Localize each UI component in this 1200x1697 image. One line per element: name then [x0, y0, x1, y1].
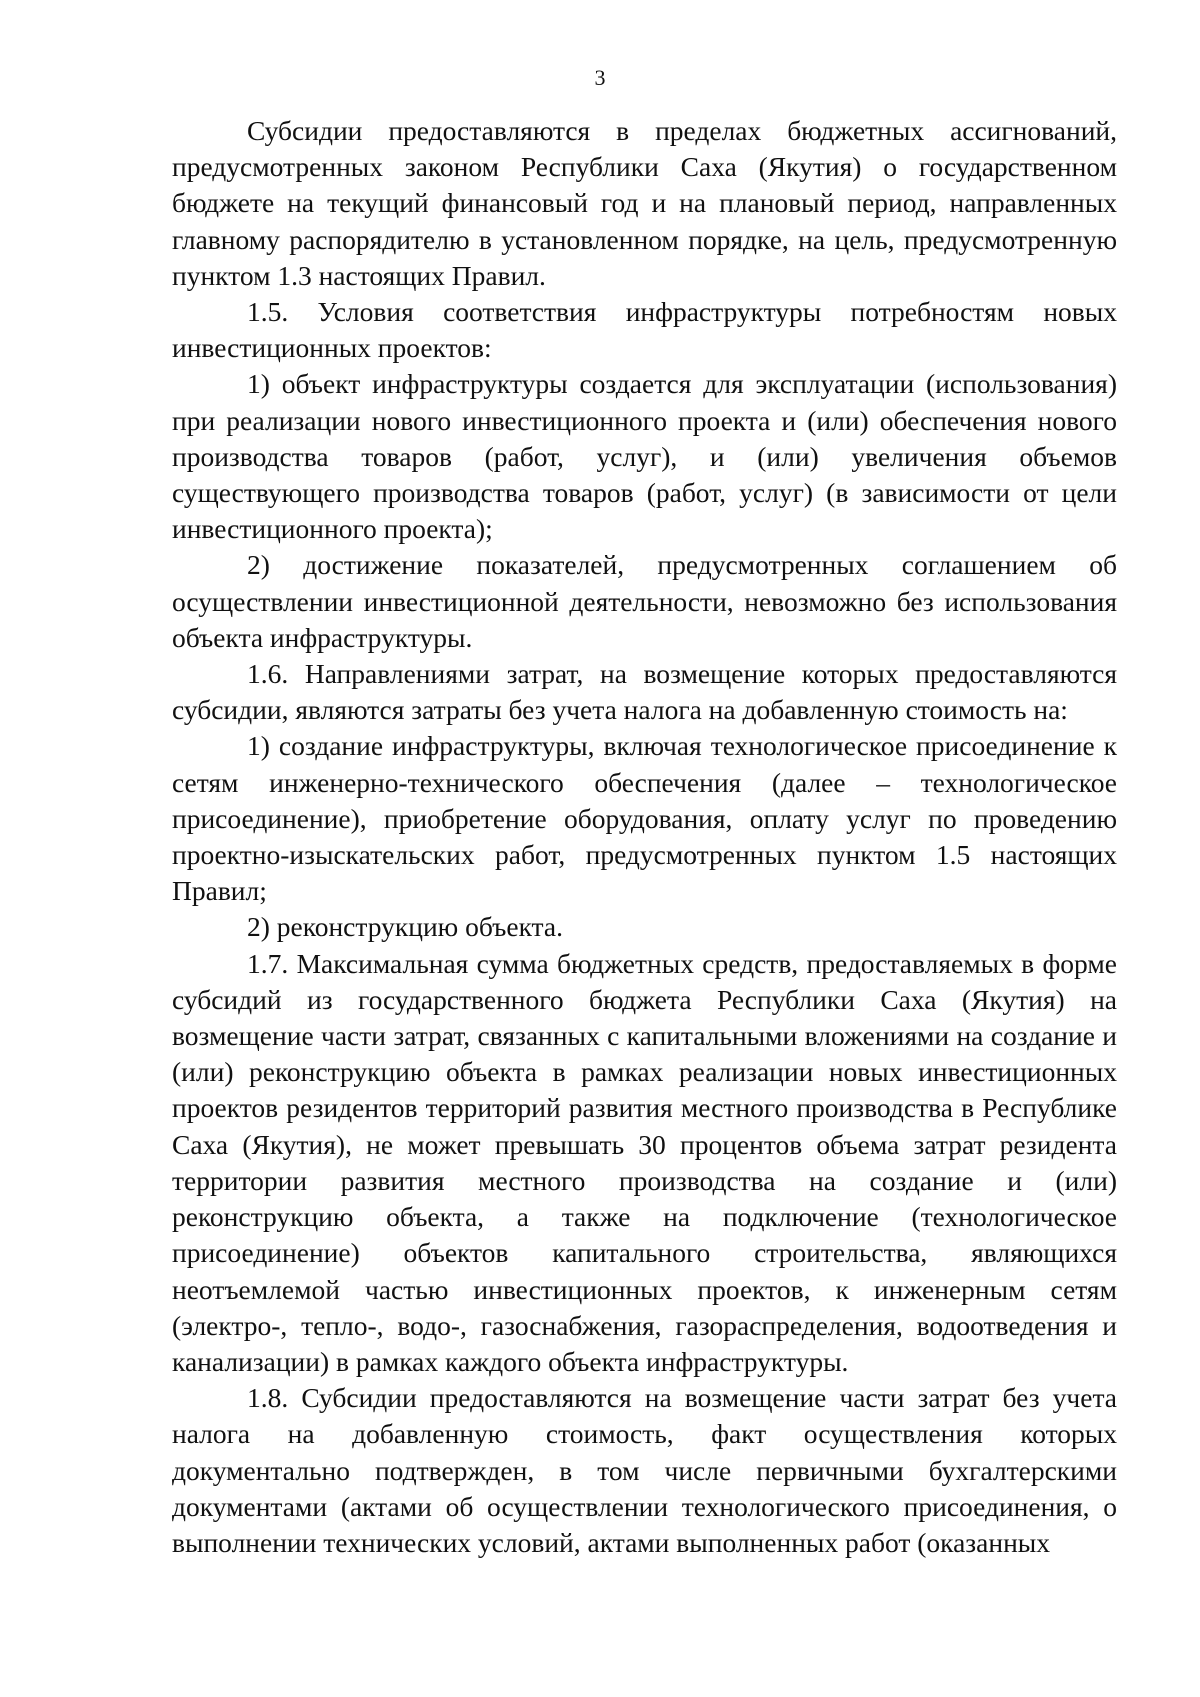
- paragraph-1-6-item-2: 2) реконструкцию объекта.: [247, 911, 563, 943]
- paragraph-1-5-conditions: 1.5. Условия соответствия инфраструктуры потребностям новых инвестиционных проектов:: [172, 296, 1117, 364]
- paragraph-1-8-reimbursement: 1.8. Субсидии предоставляются на возмещение части затрат без учета налога на добавленную стоимость, факт осуществления которых документально подтвержден, в том числе первичными бухгалтерскими документами (актами об осуществлении технологического присоединения, о выполнении технических условий, актами выполненных работ (оказанных: [172, 1382, 1117, 1558]
- paragraph-subsidies-budget: Субсидии предоставляются в пределах бюджетных ассигнований, предусмотренных законом Республики Саха (Якутия) о государственном бюджете на текущий финансовый год и на плановый период, направленных главному распорядителю в установленном порядке, на цель, предусмотренную пунктом 1.3 настоящих Правил.: [172, 115, 1117, 291]
- paragraph-1-6-item-1: 1) создание инфраструктуры, включая технологическое присоединение к сетям инженерно-технического обеспечения (далее – технологическое присоединение), приобретение оборудования, оплату услуг по проведению проектно-изыскательских работ, предусмотренных пунктом 1.5 настоящих Правил;: [172, 730, 1117, 907]
- paragraph-1-6-cost-directions: 1.6. Направлениями затрат, на возмещение которых предоставляются субсидии, являются затраты без учета налога на добавленную стоимость на:: [172, 658, 1117, 726]
- paragraph-1-7-maximum-amount: 1.7. Максимальная сумма бюджетных средств, предоставляемых в форме субсидий из государственного бюджета Республики Саха (Якутия) на возмещение части затрат, связанных с капитальными вложениями на создание и (или) реконструкцию объекта в рамках реализации новых инвестиционных проектов резидентов территорий развития местного производства в Республике Саха (Якутия), не может превышать 30 процентов объема затрат резидента территории развития местного производства на создание и (или) реконструкцию объекта, а также на подключение (технологическое присоединение) объектов капитального строительства, являющихся неотъемлемой частью инвестиционных проектов, к инженерным сетям (электро-, тепло-, водо-, газоснабжения, газораспределения, водоотведения и канализации) в рамках каждого объекта инфраструктуры.: [172, 947, 1117, 1377]
- page-number: 3: [594, 65, 606, 90]
- paragraph-1-5-item-2: 2) достижение показателей, предусмотренных соглашением об осуществлении инвестиционной деятельности, невозможно без использования объекта инфраструктуры.: [172, 549, 1117, 653]
- document-body: [172, 113, 1117, 1561]
- paragraph-1-5-item-1: 1) объект инфраструктуры создается для эксплуатации (использования) при реализации нового инвестиционного проекта и (или) обеспечения нового производства товаров (работ, услуг), и (или) увеличения объемов существующего производства товаров (работ, услуг) (в зависимости от цели инвестиционного проекта);: [172, 368, 1117, 545]
